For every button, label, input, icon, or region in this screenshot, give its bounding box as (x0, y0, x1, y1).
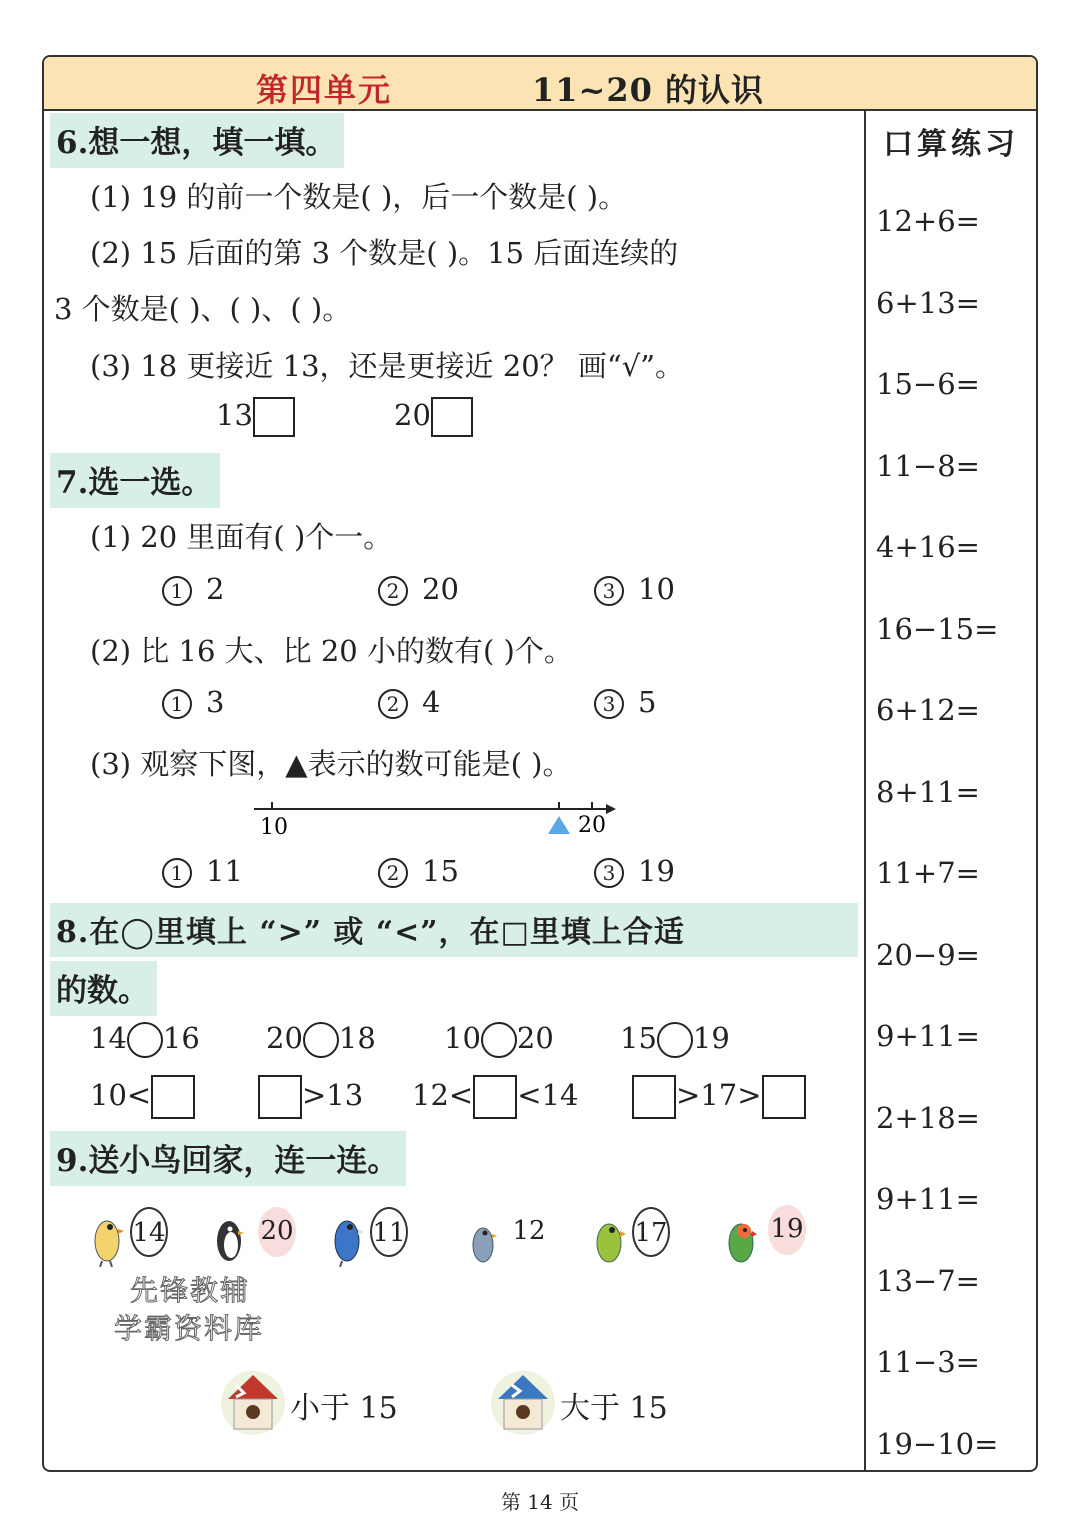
bird-19[interactable] (724, 1209, 804, 1271)
answer-box[interactable] (762, 1075, 806, 1119)
q7-p2-option[interactable] (162, 685, 224, 719)
option-number: 2 (378, 689, 408, 719)
option-value: 10 (638, 572, 675, 606)
q7-p2-option[interactable] (378, 685, 440, 719)
q8-compare (444, 1021, 554, 1058)
choice-label: 13 (216, 398, 253, 432)
calc-item: 11−8= (876, 449, 980, 483)
q7-p3-option[interactable] (594, 854, 675, 888)
calc-item: 16−15= (876, 612, 999, 646)
topic-title: 11~20 的认识 (532, 71, 765, 109)
bird-12[interactable] (468, 1215, 546, 1271)
answer-box[interactable] (253, 397, 295, 437)
arrow-head-icon (606, 804, 616, 814)
option-value: 15 (422, 854, 459, 888)
calc-item: 6+13= (876, 286, 980, 320)
q7-title: 7.选一选。 (50, 453, 220, 508)
calc-item: 15−6= (876, 367, 980, 401)
oral-calc-column (864, 109, 1036, 1470)
option-value: 2 (206, 572, 225, 606)
fill-text: >17> (676, 1078, 762, 1112)
answer-box[interactable] (258, 1075, 302, 1119)
calc-item: 12+6= (876, 204, 980, 238)
header-bar (44, 57, 1036, 111)
compare-right: 18 (338, 1021, 376, 1055)
q8-title-cont: 的数。 (50, 961, 157, 1016)
option-number: 3 (594, 576, 624, 606)
answer-box[interactable] (431, 397, 473, 437)
q6-line4: (3) 18 更接近 13，还是更接近 20？ 画“√”。 (90, 349, 685, 383)
option-value: 3 (206, 685, 225, 719)
q8-title: 8.在◯里填上 “>” 或 “<”，在□里填上合适 (50, 903, 858, 957)
q6-line2: (2) 15 后面的第 3 个数是( )。15 后面连续的 (90, 236, 679, 270)
fill-text: 12< (412, 1078, 474, 1112)
q7-p3: (3) 观察下图，▲表示的数可能是( )。 (90, 747, 572, 781)
worksheet-frame (42, 55, 1038, 1472)
compare-circle[interactable] (481, 1022, 517, 1058)
q8-compare (90, 1021, 200, 1058)
calc-item: 4+16= (876, 530, 980, 564)
option-value: 4 (422, 685, 441, 719)
watermark-line2: 学霸资料库 (114, 1312, 265, 1345)
bird-number: 12 (510, 1207, 548, 1257)
option-value: 11 (206, 854, 243, 888)
calc-item: 19−10= (876, 1427, 999, 1461)
option-number: 1 (162, 689, 192, 719)
q6-title: 6.想一想，填一填。 (50, 113, 344, 168)
oral-calc-title: 口算练习 (883, 127, 1019, 162)
q7-p2-option[interactable] (594, 685, 656, 719)
q6-line1: (1) 19 的前一个数是( )，后一个数是( )。 (90, 180, 628, 214)
parrot-icon (330, 1207, 364, 1267)
choice-label: 20 (394, 398, 431, 432)
q8-fill-b (258, 1075, 363, 1119)
birdhouse-red-icon (220, 1365, 286, 1441)
bird-icon (90, 1207, 124, 1267)
option-number: 2 (378, 576, 408, 606)
q8-compare (266, 1021, 376, 1058)
calc-item: 13−7= (876, 1264, 980, 1298)
compare-left: 20 (266, 1021, 303, 1055)
bird-gray-icon (468, 1215, 498, 1267)
fill-text: <14 (517, 1078, 579, 1112)
option-number: 2 (378, 858, 408, 888)
bird-green-icon (592, 1209, 626, 1267)
q6-choice-13 (216, 397, 295, 437)
q7-p1: (1) 20 里面有( )个一。 (90, 520, 393, 554)
compare-circle[interactable] (303, 1022, 339, 1058)
option-value: 20 (422, 572, 459, 606)
house-label: 大于 15 (560, 1391, 668, 1426)
calc-item: 6+12= (876, 693, 980, 727)
calc-item: 11+7= (876, 856, 980, 890)
compare-left: 14 (90, 1021, 127, 1055)
calc-item: 9+11= (876, 1019, 980, 1053)
answer-box[interactable] (473, 1075, 517, 1119)
compare-right: 19 (692, 1021, 730, 1055)
option-number: 3 (594, 858, 624, 888)
compare-circle[interactable] (657, 1022, 693, 1058)
compare-right: 20 (516, 1021, 554, 1055)
penguin-icon (212, 1207, 246, 1267)
option-number: 1 (162, 576, 192, 606)
q6-line3: 3 个数是( )、( )、( )。 (54, 292, 352, 326)
lovebird-icon (724, 1209, 758, 1267)
calc-item: 11−3= (876, 1345, 980, 1379)
house-less-than-15[interactable] (220, 1365, 398, 1445)
calc-item: 2+18= (876, 1101, 980, 1135)
birdhouse-blue-icon (490, 1365, 556, 1441)
bird-number: 14 (130, 1207, 168, 1257)
compare-left: 15 (620, 1021, 657, 1055)
bird-number: 20 (258, 1207, 296, 1257)
page-number: 第 14 页 (500, 1490, 580, 1514)
option-number: 3 (594, 689, 624, 719)
unit-title: 第四单元 (256, 71, 393, 109)
q7-p1-option[interactable] (162, 572, 224, 606)
q7-p3-option[interactable] (162, 854, 243, 888)
bird-20[interactable] (212, 1207, 294, 1271)
q8-compare (620, 1021, 730, 1058)
option-value: 19 (638, 854, 675, 888)
option-value: 5 (638, 685, 657, 719)
q7-p1-option[interactable] (594, 572, 675, 606)
triangle-marker-icon (548, 816, 570, 834)
compare-left: 10 (444, 1021, 481, 1055)
bird-14[interactable] (90, 1207, 166, 1271)
q7-p3-option[interactable] (378, 854, 459, 888)
compare-right: 16 (162, 1021, 200, 1055)
bird-number: 11 (370, 1207, 408, 1257)
tick-label-start: 10 (260, 815, 288, 840)
bird-number: 17 (632, 1207, 670, 1257)
bird-number: 19 (768, 1205, 806, 1255)
q9-title: 9.送小鸟回家，连一连。 (50, 1131, 406, 1186)
bird-11[interactable] (330, 1207, 406, 1271)
fill-text: 10< (90, 1078, 152, 1112)
q7-p2: (2) 比 16 大、比 20 小的数有( )个。 (90, 634, 573, 668)
compare-circle[interactable] (127, 1022, 163, 1058)
q7-p1-option[interactable] (378, 572, 459, 606)
calc-item: 20−9= (876, 938, 980, 972)
calc-item: 9+11= (876, 1182, 980, 1216)
house-greater-than-15[interactable] (490, 1365, 668, 1445)
calc-item: 8+11= (876, 775, 980, 809)
q8-fill-a (90, 1075, 195, 1119)
house-label: 小于 15 (290, 1391, 398, 1426)
q8-fill-d (632, 1075, 806, 1119)
answer-box[interactable] (151, 1075, 195, 1119)
q8-fill-c (412, 1075, 578, 1119)
answer-box[interactable] (632, 1075, 676, 1119)
q6-choice-20 (394, 397, 473, 437)
watermark-line1: 先锋教辅 (130, 1274, 251, 1307)
number-line (244, 792, 634, 847)
bird-17[interactable] (592, 1209, 668, 1271)
fill-text: >13 (302, 1078, 364, 1112)
option-number: 1 (162, 858, 192, 888)
tick-label-end: 20 (578, 813, 606, 838)
